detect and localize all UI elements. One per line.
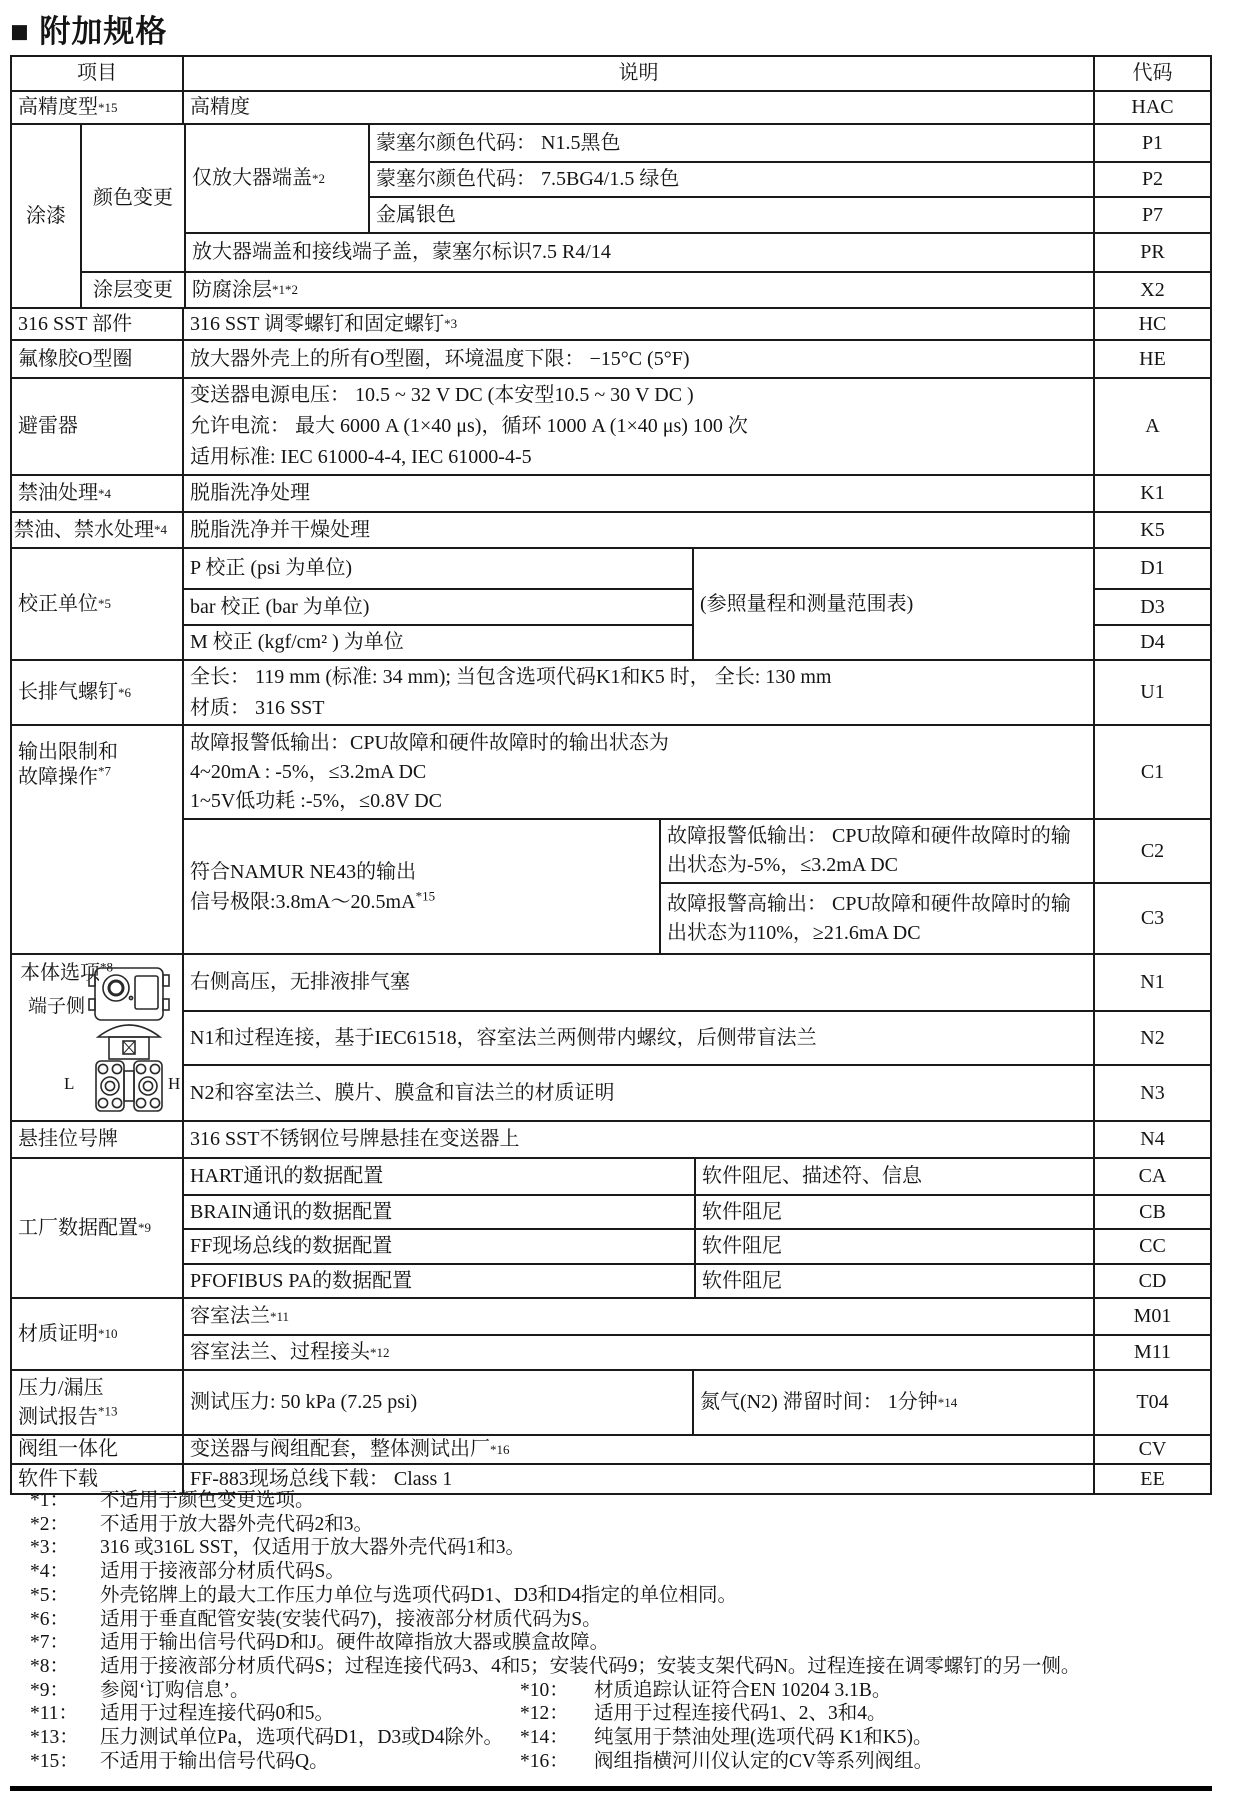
footnote-text: 适用于接液部分材质代码S；过程连接代码3、4和5；安装代码9；安装支架代码N。过程连接在调零螺钉的另一侧。 [100,1655,1081,1677]
footnote-row [30,1608,1210,1632]
desc-label: 316 SST 调零螺钉和固定螺钉 [190,312,445,335]
cell-desc: 316 SST不锈钢位号牌悬挂在变送器上 [182,1122,1093,1157]
item-label: 工厂数据配置 [18,1216,138,1239]
cell-desc: PFOFIBUS PA的数据配置 [190,1269,413,1292]
cell-code: N4 [1093,1122,1210,1157]
footnote-row-pair [30,1750,1210,1774]
header-code: 代码 [1093,57,1210,90]
cell-code: N1 [1093,955,1210,1010]
desc-label: 容室法兰、过程接头 [190,1341,370,1363]
cell-item: 氟橡胶O型圈 [18,347,133,370]
cell-cover-only: 仅放大器端盖 *2 [192,167,325,189]
row-c2 [661,820,1210,882]
desc-text: 故障报警高输出： CPU故障和硬件故障时的输出状态为110%，≥21.6mA DC [667,892,1071,944]
cell-item: 长排气螺钉 *6 [18,681,131,703]
cell-desc: FF现场总线的数据配置 [190,1235,393,1257]
cell-desc: 放大器外壳上的所有O型圈，环境温度下限： −15°C (5°F) [182,341,1093,377]
cell-code: HE [1093,341,1210,377]
cell-code: C1 [1093,726,1210,818]
cell-code: PR [1093,234,1210,271]
cell-desc [182,661,1093,724]
footnote-row [30,1584,1210,1608]
cell-range-ref: (参照量程和测量范围表) [692,549,1093,659]
cell-item [12,1371,182,1434]
footnote-label: *7： [30,1632,70,1654]
cell-code: K1 [1093,476,1210,511]
cell-desc: 容室法兰、过程接头 *12 [190,1341,390,1363]
paint-right [80,125,1210,307]
row-m01 [184,1299,1210,1334]
cell-desc-right: 软件阻尼 [694,1265,1093,1297]
row-he [12,339,1210,377]
footnote-row [30,1560,1210,1584]
row-m11 [184,1334,1210,1369]
footnote-text: 适用于输出信号代码D和J。硬件故障指放大器或膜盒故障。 [100,1632,610,1654]
cell-code: D4 [1095,624,1210,659]
item-label: 输出限制和 [18,741,118,763]
row-n4 [12,1120,1210,1157]
footnote-label: *8： [30,1655,70,1677]
footnote-text: 适用于过程连接代码0和5。 [100,1703,335,1725]
cell-color-change: 颜色变更 [93,186,173,209]
factory-rows [182,1159,1210,1297]
cell-desc-d4: M 校正 (kgf/cm² ) 为单位 [184,624,692,659]
desc-label: 容室法兰 [190,1305,270,1327]
cell-code: CB [1093,1196,1210,1228]
header-desc: 说明 [182,57,1093,90]
cell-item: 悬挂位号牌 [18,1128,118,1150]
cell-item: 软件下载 [18,1467,98,1490]
cell-item: 工厂数据配置 *9 [18,1216,151,1239]
transmitter-diagram [76,965,182,1117]
cell-code: CC [1093,1230,1210,1263]
footnote-row [30,1655,1210,1679]
footnote-row-pair [30,1726,1210,1750]
group-calibration [12,547,1210,659]
cell-code: T04 [1093,1371,1210,1434]
cell-desc-right: 软件阻尼 [694,1230,1093,1263]
cell-item: 禁油、禁水处理 *4 [14,518,167,541]
desc-label: 防腐涂层 [192,278,272,301]
cell-desc [661,884,1093,953]
cover-colors [368,125,1210,232]
output-limit-right [182,726,1210,953]
item-label: 禁油、禁水处理 [14,518,154,541]
cell-code: M11 [1093,1336,1210,1369]
row-u1 [12,659,1210,724]
namur-limit: 信号极限:3.8mA～20.5mA [190,890,416,913]
footnote-text: 参阅‘订购信息’。 [100,1679,250,1701]
footnote-label: *9： [30,1679,70,1701]
header-item: 项目 [77,62,117,84]
cell-desc: 放大器端盖和接线端子盖，蒙塞尔标识7.5 R4/14 [192,241,611,263]
row-t04 [12,1369,1210,1434]
row-p1 [370,125,1210,161]
cell-desc-d3: bar 校正 (bar 为单位) [184,588,692,624]
group-factory-config [12,1157,1210,1297]
body-option-right [182,955,1210,1120]
cell-code: D3 [1095,588,1210,624]
group-paint [12,123,1210,307]
cover-group [186,125,1210,232]
table-header-row [12,57,1210,90]
cell-item: 材质证明 *10 [18,1322,118,1345]
paint-color-change [82,125,1210,271]
row-k5 [12,511,1210,547]
footnote-label: *11： [30,1703,79,1725]
desc-line: 适用标准: IEC 61000-4-4, IEC 61000-4-5 [190,446,532,468]
cell-namur [184,820,659,953]
footnote-ref: *13 [98,1402,118,1418]
footnote-row [30,1536,1210,1560]
footnote-label: *5： [30,1584,70,1606]
footnote-text: 不适用于放大器外壳代码2和3。 [100,1513,374,1535]
cell-desc: 防腐涂层 *1*2 [184,273,1093,307]
footnote-label: *1： [30,1490,70,1511]
cell-desc: 蒙塞尔颜色代码： 7.5BG4/1.5 绿色 [376,168,680,190]
footnote-label: *14： [520,1727,569,1749]
cell-desc [661,820,1093,882]
page-title: ■ 附加规格 [10,14,168,49]
cover-label: 仅放大器端盖 [192,167,312,189]
cell-code: CA [1093,1159,1210,1194]
cell-code: C3 [1093,884,1210,953]
item-label [18,1403,118,1432]
cell-desc: FF-883现场总线下载： Class 1 [182,1465,1093,1493]
group-material-cert [12,1297,1210,1369]
footnote-label: *16： [520,1750,569,1772]
cell-code: P7 [1093,198,1210,232]
desc-label: 氮气(N2) 滞留时间： 1分钟 [700,1391,938,1413]
row-cb [184,1194,1210,1228]
row-n1 [184,955,1210,1010]
row-cv [12,1434,1210,1463]
cell-code: CD [1093,1265,1210,1297]
cell-desc: HART通讯的数据配置 [190,1165,384,1187]
footnote-ref: *7 [98,763,111,779]
item-label: 高精度型 [18,96,98,118]
cell-item-paint: 涂漆 [26,204,66,227]
cell-desc: 变送器与阀组配套，整体测试出厂 *16 [182,1436,1093,1463]
cell-code: EE [1093,1465,1210,1493]
bottom-rule [10,1786,1212,1791]
cell-code: D1 [1140,557,1165,579]
cell-desc: 蒙塞尔颜色代码： N1.5黑色 [376,131,621,154]
row-cc [184,1228,1210,1263]
cell-desc-right: 氮气(N2) 滞留时间： 1分钟 *14 [692,1371,1093,1434]
row-n2 [184,1010,1210,1064]
footnote-row [30,1489,1210,1513]
cell-desc-right: 软件阻尼 [694,1196,1093,1228]
cell-desc: 测试压力: 50 kPa (7.25 psi) [182,1371,692,1434]
footnote-text: 不适用于输出信号代码Q。 [100,1750,329,1772]
footnote-text: 316 或316L SST，仅适用于放大器外壳代码1和3。 [100,1537,526,1559]
cell-desc: N1和过程连接，基于IEC61518，容室法兰两侧带内螺纹，后侧带盲法兰 [190,1026,817,1049]
cell-code: M01 [1093,1299,1210,1334]
cell-item: 高精度型 *15 [18,96,118,118]
cell-desc: 脱脂洗净并干燥处理 [182,513,1093,547]
row-x2 [82,271,1210,307]
footnote-label: *13： [30,1727,79,1749]
footnote-row [30,1631,1210,1655]
cell-code: CV [1093,1436,1210,1463]
cell-code: U1 [1093,661,1210,724]
row-arrester [12,377,1210,474]
footnote-ref: *8 [100,959,113,975]
item-label: 校正单位 [18,592,98,615]
footnote-ref: *15 [415,887,436,903]
desc-text: 故障报警低输出： CPU故障和硬件故障时的输出状态为-5%，≤3.2mA DC [667,825,1071,876]
cell-item: 阀组一体化 [18,1438,118,1460]
cell-code: A [1093,379,1210,474]
item-label-2: 测试报告 [18,1405,98,1428]
footnote-label: *6： [30,1608,70,1630]
cell-desc-d1: P 校正 (psi 为单位) [190,557,353,579]
row-ca [184,1159,1210,1194]
cell-code: K5 [1093,513,1210,547]
item-label: 压力/漏压 [18,1376,104,1399]
group-body-option [12,953,1210,1120]
row-hac [12,90,1210,123]
material-rows [182,1299,1210,1369]
desc-line: 全长： 119 mm (标准: 34 mm); 当包含选项代码K1和K5 时， 全长: 130 mm [190,665,832,688]
high-side-label: H [168,1074,181,1093]
cell-desc: N2和容室法兰、膜片、膜盒和盲法兰的材质证明 [190,1081,615,1104]
footnote-label: *10： [520,1679,569,1701]
desc-line: 允许电流： 最大 6000 A (1×40 μs)，循环 1000 A (1×40 μs) 100 次 [190,415,748,437]
cell-desc: BRAIN通讯的数据配置 [190,1200,393,1223]
cell-desc-right: 软件阻尼、描述符、信息 [694,1159,1093,1194]
row-pr [186,232,1210,271]
row-n3 [184,1064,1210,1120]
terminal-side-label: 端子侧 [28,996,86,1017]
footnote-text: 压力测试单位Pa，选项代码D1，D3或D4除外。 [100,1727,503,1749]
additional-specs-table [10,55,1212,1495]
cell-code: P2 [1093,163,1210,196]
footnote-row-pair [30,1702,1210,1726]
row-k1 [12,474,1210,511]
footnote-row [30,1513,1210,1537]
cell-code: HAC [1093,92,1210,123]
row-cd [184,1263,1210,1297]
cell-code: N2 [1093,1012,1210,1064]
cell-desc: 右侧高压，无排液排气塞 [190,971,410,993]
cell-desc: 容室法兰 *11 [190,1305,290,1327]
namur-subgroup [184,818,1210,953]
cell-item: 禁油处理 *4 [18,482,111,504]
footnote-label: *4： [30,1561,70,1583]
cell-desc [184,726,1093,818]
namur-right [659,820,1210,953]
footnote-text: 外壳铭牌上的最大工作压力单位与选项代码D1、D3和D4指定的单位相同。 [100,1584,737,1606]
group-output-limit [12,724,1210,953]
cell-desc: 脱脂洗净处理 [182,476,1093,511]
item-label: 材质证明 [18,1322,98,1345]
desc-line: 符合NAMUR NE43的输出 [190,860,417,883]
cell-code: P1 [1093,125,1210,161]
footnote-row-pair [30,1679,1210,1703]
cell-desc: 316 SST 调零螺钉和固定螺钉 *3 [182,309,1093,339]
desc-line: 4~20mA : -5%，≤3.2mA DC [190,760,427,783]
footnote-text: 适用于接液部分材质代码S。 [100,1561,345,1583]
cell-desc: 金属银色 [376,203,456,226]
footnote-text: 适用于过程连接代码1、2、3和4。 [594,1703,887,1725]
low-side-label: L [64,1074,75,1093]
cell-code: X2 [1093,273,1210,307]
footnote-label: *3： [30,1537,70,1559]
body-option-label: 本体选项 [20,962,100,984]
row-c3 [661,882,1210,953]
cell-code: HC [1093,309,1210,339]
cell-code: C2 [1093,820,1210,882]
cell-coat-change: 涂层变更 [93,278,173,301]
desc-line [190,887,435,917]
cell-item: 校正单位 *5 [18,592,111,615]
desc-line: 故障报警低输出：CPU故障和硬件故障时的输出状态为 [190,731,669,754]
row-p2 [370,161,1210,196]
item-label: 长排气螺钉 [18,681,118,703]
cell-item [12,726,182,953]
cell-item-body-option [12,955,182,1120]
item-label-2: 故障操作 [18,766,98,788]
row-c1 [184,726,1210,818]
footnote-text: 阀组指横河川仪认定的CV等系列阀组。 [594,1750,934,1772]
footnote-text: 纯氢用于禁油处理(选项代码 K1和K5)。 [594,1727,933,1749]
cell-item: 316 SST 部件 [18,312,133,335]
item-label [18,765,111,790]
cell-code: N3 [1093,1066,1210,1120]
desc-line: 材质： 316 SST [190,696,325,719]
calib-code-col [1093,549,1210,659]
cell-desc: 高精度 [182,92,1093,123]
color-change-right [184,125,1210,271]
cell-item: 避雷器 [18,415,78,437]
footnote-label: *12： [520,1703,569,1725]
calib-left-col [182,549,692,659]
desc-line: 变送器电源电压： 10.5 ~ 32 V DC (本安型10.5 ~ 30 V DC ) [190,384,694,406]
footnotes [30,1489,1210,1773]
cell-desc [182,379,1093,474]
desc-label: 变送器与阀组配套，整体测试出厂 [190,1438,490,1460]
row-hc [12,307,1210,339]
row-p7 [370,196,1210,232]
footnote-text: 材质追踪认证符合EN 10204 3.1B。 [594,1679,892,1701]
footnote-label: *2： [30,1513,70,1535]
desc-line: 1~5V低功耗 :-5%，≤0.8V DC [190,789,442,812]
item-label: 禁油处理 [18,482,98,504]
footnote-label: *15： [30,1750,79,1772]
footnote-text: 适用于垂直配管安装(安装代码7)，接液部分材质代码为S。 [100,1608,602,1630]
footnote-text: 不适用于颜色变更选项。 [100,1490,315,1511]
